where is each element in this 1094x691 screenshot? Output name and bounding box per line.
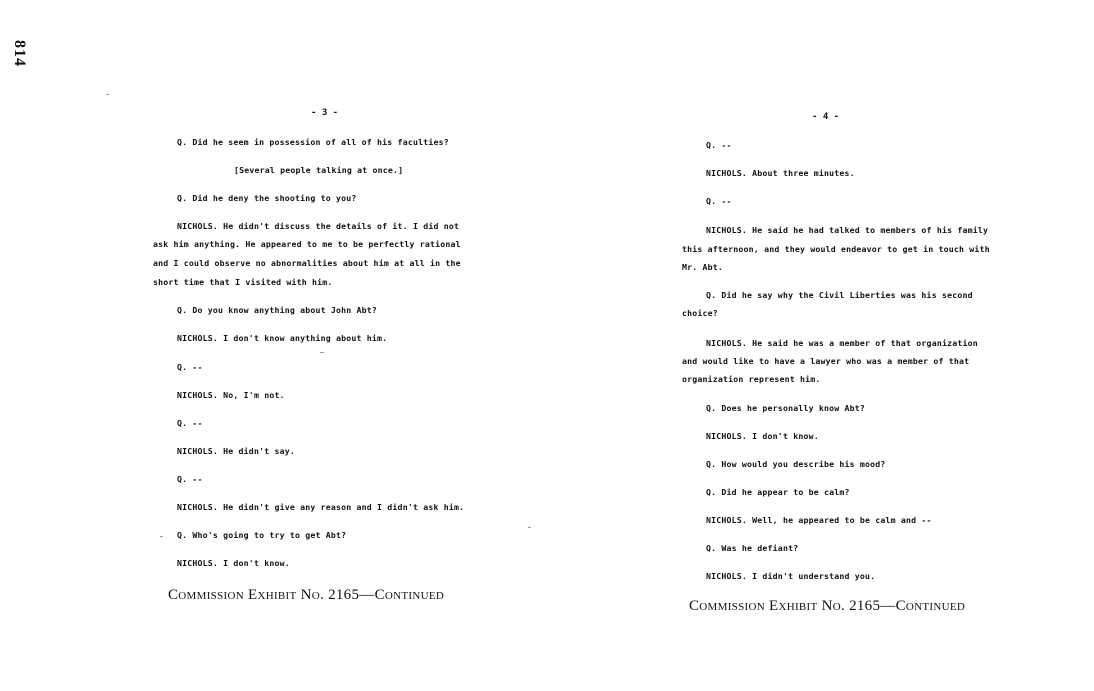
transcript-line: Mr. Abt. — [682, 262, 724, 272]
transcript-line: NICHOLS. He said he had talked to members of his family — [706, 225, 989, 235]
right-page-number: - 4 - — [812, 112, 840, 122]
exhibit-caption: Commission Exhibit No. 2165—Continued — [168, 587, 445, 603]
transcript-line: [Several people talking at once.] — [234, 165, 404, 175]
transcript-line: ask him anything. He appeared to me to be perfectly rational — [153, 239, 461, 249]
transcript-line: Q. -- — [706, 196, 732, 206]
transcript-line: Q. Did he say why the Civil Liberties was his second — [706, 290, 973, 300]
transcript-line: this afternoon, and they would endeavor to get in touch with — [682, 244, 990, 254]
transcript-line: Q. Did he deny the shooting to you? — [177, 193, 357, 203]
transcript-line: Q. -- — [177, 418, 203, 428]
transcript-line: Q. Who's going to try to get Abt? — [177, 530, 347, 540]
transcript-line: NICHOLS. Well, he appeared to be calm and -- — [706, 515, 932, 525]
transcript-line: Q. How would you describe his mood? — [706, 459, 886, 469]
transcript-line: NICHOLS. I don't know. — [706, 431, 819, 441]
transcript-line: and I could observe no abnormalities about him at all in the — [153, 258, 461, 268]
transcript-line: NICHOLS. I don't know anything about him. — [177, 333, 388, 343]
scan-speck — [106, 94, 109, 95]
transcript-line: choice? — [682, 308, 718, 318]
transcript-line: NICHOLS. About three minutes. — [706, 168, 855, 178]
exhibit-caption: Commission Exhibit No. 2165—Continued — [689, 598, 966, 614]
transcript-line: NICHOLS. He didn't discuss the details of it. I did not — [177, 221, 460, 231]
transcript-line: NICHOLS. He didn't say. — [177, 446, 295, 456]
left-page-number: - 3 - — [311, 108, 339, 118]
scan-speck — [320, 352, 324, 353]
transcript-line: Q. -- — [177, 362, 203, 372]
transcript-line: Q. Does he personally know Abt? — [706, 403, 866, 413]
transcript-line: NICHOLS. He didn't give any reason and I didn't ask him. — [177, 502, 465, 512]
transcript-line: NICHOLS. I didn't understand you. — [706, 571, 876, 581]
transcript-line: short time that I visited with him. — [153, 277, 333, 287]
transcript-line: Q. -- — [706, 140, 732, 150]
scan-speck — [160, 536, 163, 537]
margin-page-number: 814 — [11, 40, 28, 67]
transcript-line: Q. Do you know anything about John Abt? — [177, 305, 378, 315]
transcript-line: Q. Did he seem in possession of all of his faculties? — [177, 137, 449, 147]
transcript-line: NICHOLS. He said he was a member of that organization — [706, 338, 978, 348]
transcript-line: Q. Was he defiant? — [706, 543, 799, 553]
transcript-line: and would like to have a lawyer who was a member of that — [682, 356, 970, 366]
transcript-line: NICHOLS. No, I'm not. — [177, 390, 285, 400]
scan-speck — [528, 527, 531, 528]
transcript-line: Q. Did he appear to be calm? — [706, 487, 850, 497]
transcript-line: organization represent him. — [682, 374, 821, 384]
transcript-line: Q. -- — [177, 474, 203, 484]
transcript-line: NICHOLS. I don't know. — [177, 558, 290, 568]
